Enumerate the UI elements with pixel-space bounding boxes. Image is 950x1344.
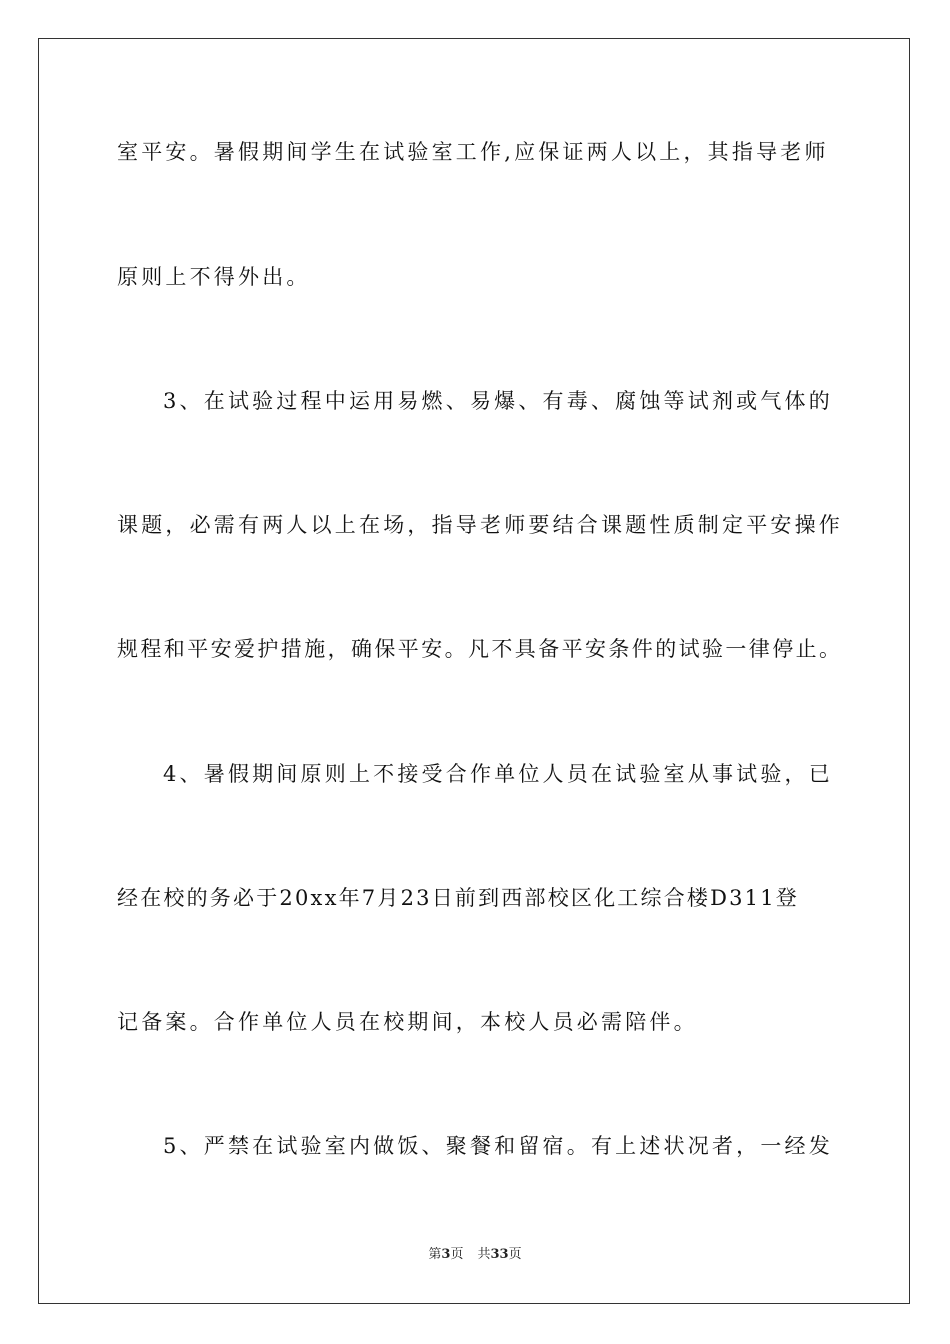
footer-total-prefix: 共 — [477, 1247, 491, 1262]
body-text-line: 规程和平安爱护措施，确保平安。凡不具备平安条件的试验一律停止。 — [117, 637, 843, 661]
body-text-line-item-5: 5、严禁在试验室内做饭、聚餐和留宿。有上述状况者，一经发 — [163, 1134, 833, 1158]
footer-page-prefix: 第 — [428, 1247, 442, 1262]
page-footer — [0, 1246, 950, 1264]
footer-page-number: 3 — [441, 1247, 451, 1262]
body-text-line-item-4: 4、暑假期间原则上不接受合作单位人员在试验室从事试验，已 — [163, 762, 833, 786]
footer-page-suffix: 页 — [450, 1247, 464, 1262]
body-text-line: 原则上不得外出。 — [117, 265, 311, 289]
body-text-line: 经在校的务必于20xx年7月23日前到西部校区化工综合楼D311登 — [117, 886, 800, 910]
page-border — [38, 38, 910, 1304]
body-text-line: 课题，必需有两人以上在场，指导老师要结合课题性质制定平安操作 — [117, 513, 843, 537]
footer-total-suffix: 页 — [508, 1247, 522, 1262]
footer-total-pages: 33 — [490, 1247, 509, 1262]
body-text-line: 记备案。合作单位人员在校期间，本校人员必需陪伴。 — [117, 1010, 698, 1034]
body-text-line-item-3: 3、在试验过程中运用易燃、易爆、有毒、腐蚀等试剂或气体的 — [163, 389, 833, 413]
body-text-line: 室平安。暑假期间学生在试验室工作,应保证两人以上，其指导老师 — [117, 140, 829, 164]
